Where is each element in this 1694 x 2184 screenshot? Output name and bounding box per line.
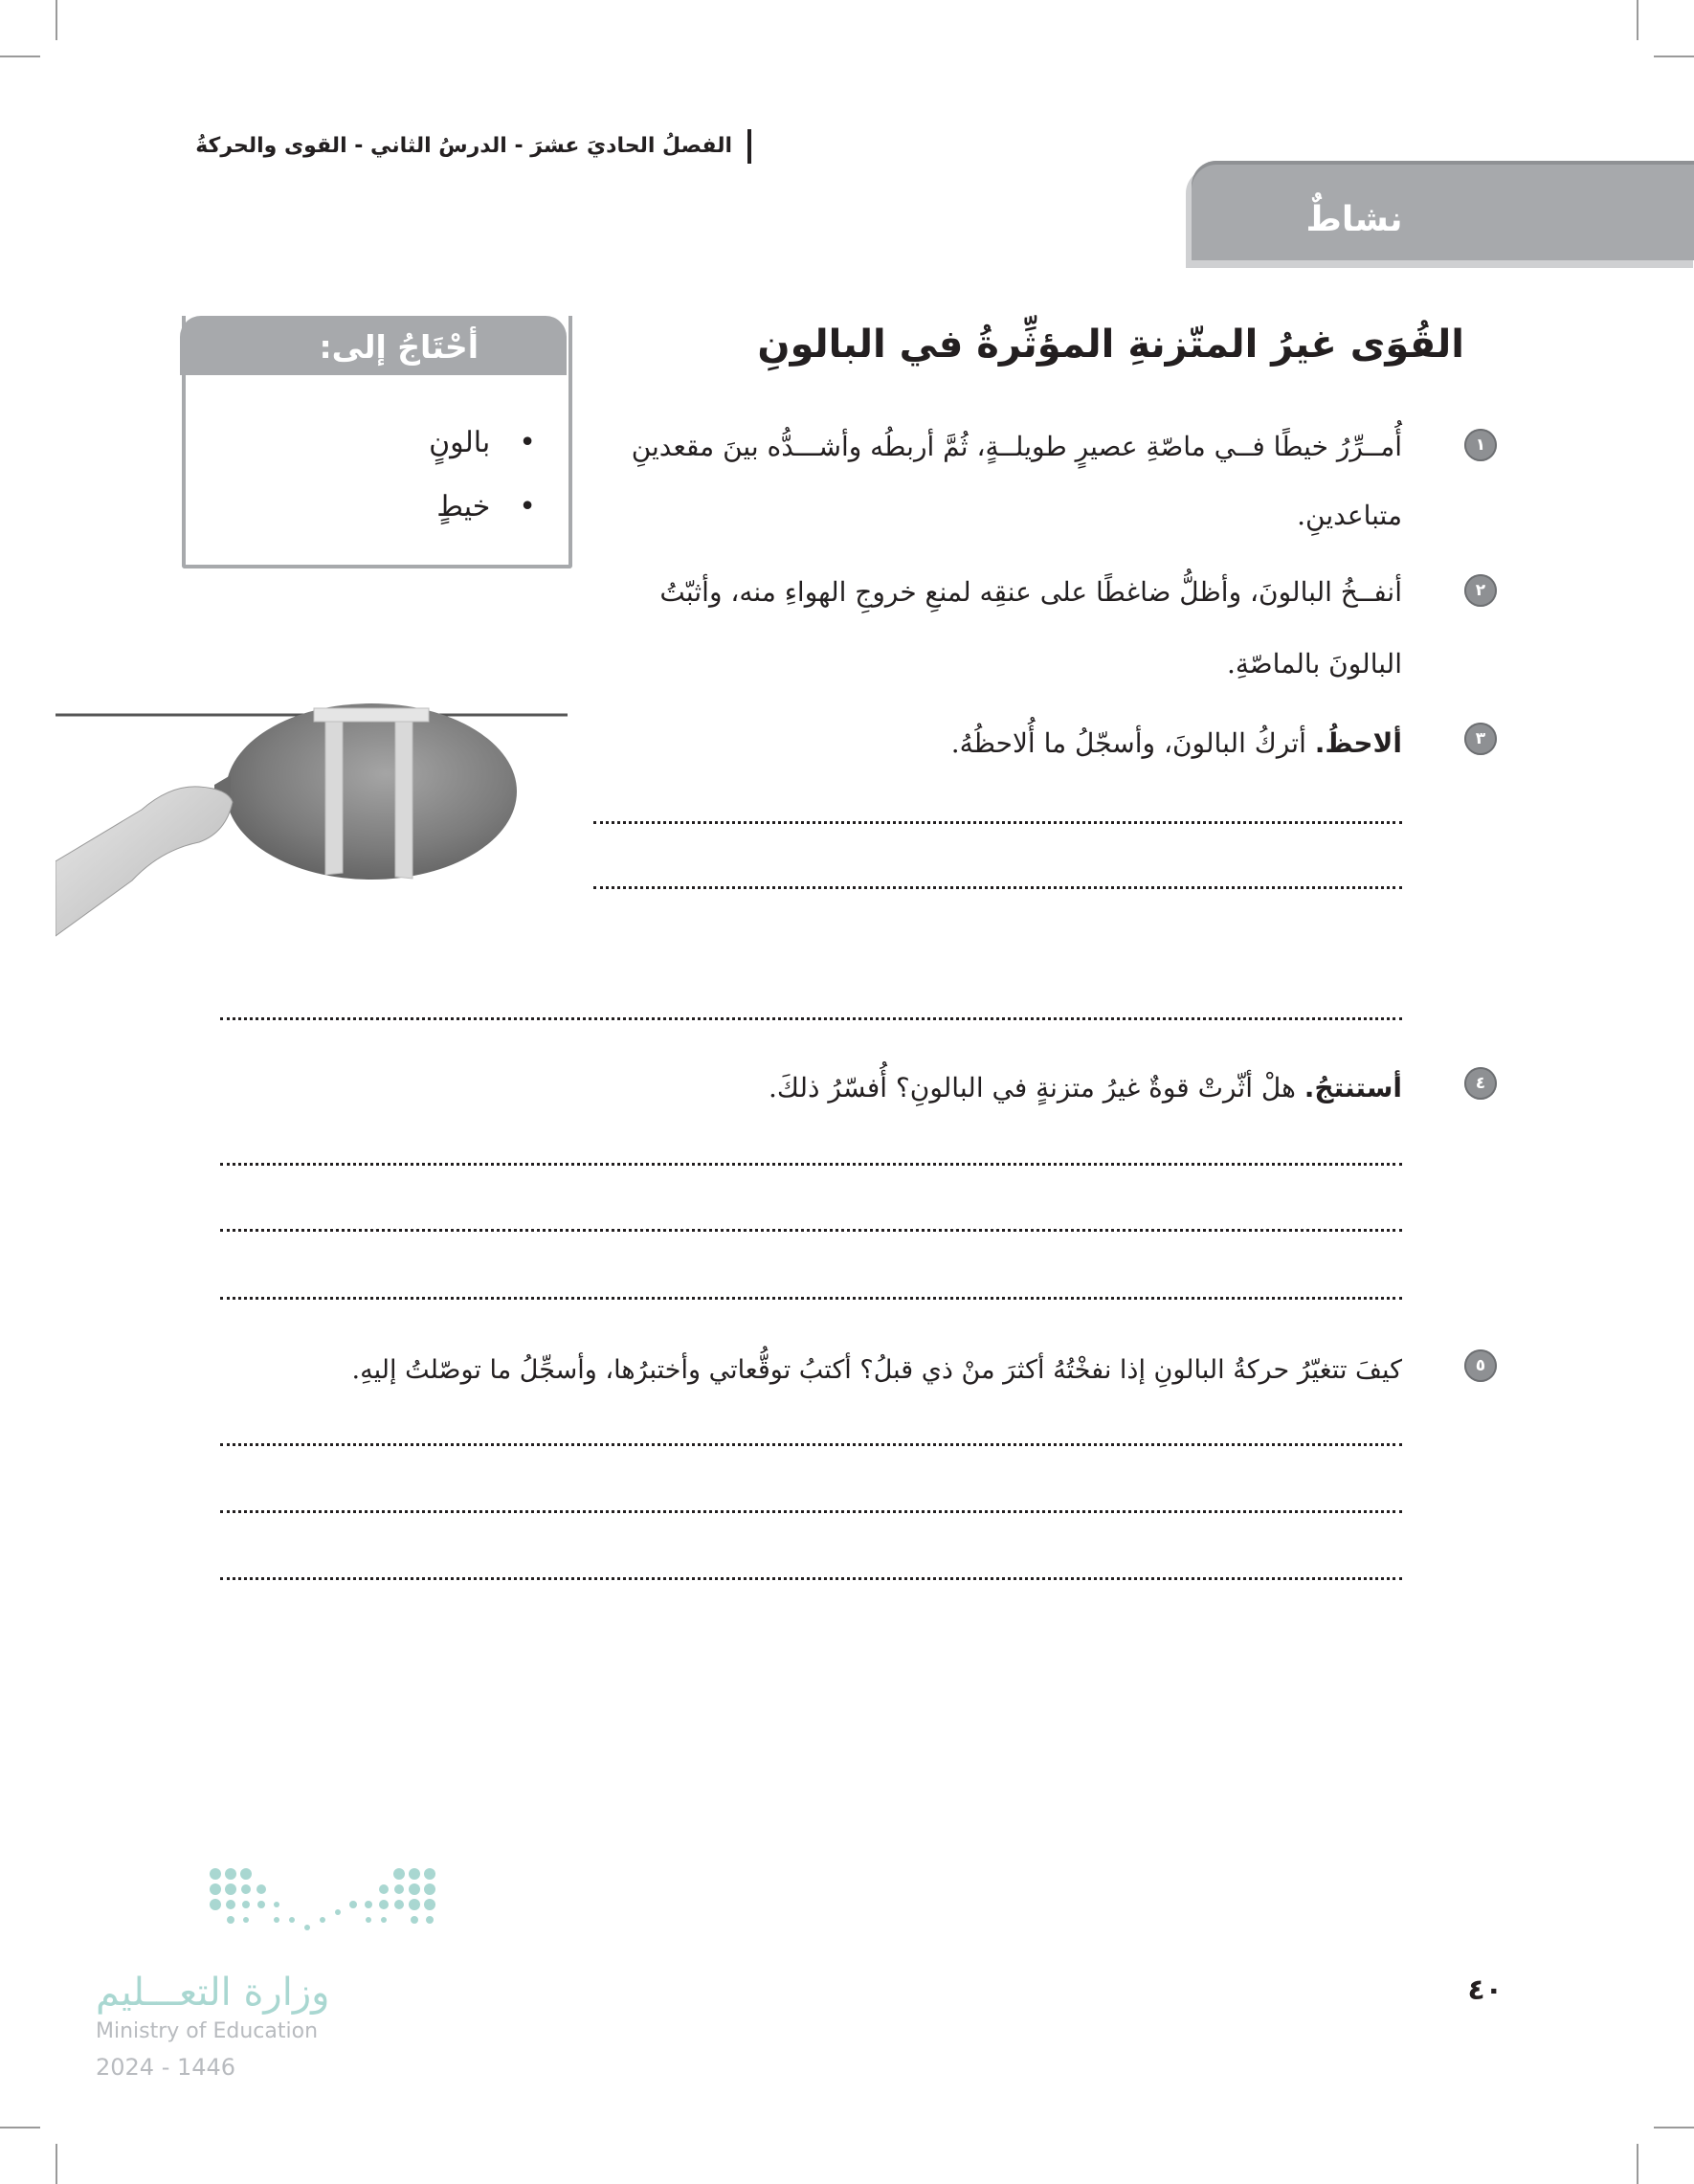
step-number-2: ٢ (1464, 574, 1497, 607)
straw (314, 708, 429, 722)
crop-mark (56, 2144, 57, 2184)
balloon-illustration (56, 689, 572, 947)
answer-line (220, 1577, 1402, 1580)
answer-line (220, 1017, 1402, 1020)
answer-line (593, 886, 1402, 889)
crop-mark (1637, 2144, 1638, 2184)
page-number: ٤٠ (1467, 1973, 1503, 2007)
step-5-text: كيفَ تتغيّرُ حركةُ البالونِ إذا نفخْتُهُ أكثرَ منْ ذي قبلُ؟ أكتبُ توقُّعاتي وأختبرُها، وأسجِّلُ ما توصّلتُ إليهِ. (351, 1355, 1402, 1385)
step-2-line2: البالونَ بالماصّةِ. (1226, 648, 1402, 680)
materials-title: أحْتَاجُ إلى: (319, 328, 479, 366)
crop-mark (1637, 0, 1638, 40)
answer-line (220, 1163, 1402, 1166)
crop-mark (1654, 56, 1694, 57)
step-1-line2: متباعدينِ. (1297, 500, 1402, 531)
tape-strip (325, 708, 343, 875)
answer-line (593, 821, 1402, 824)
bullet-icon: • (519, 490, 536, 524)
step-number-4: ٤ (1464, 1067, 1497, 1100)
bullet-icon: • (519, 426, 536, 459)
tape-strip (395, 708, 412, 879)
materials-item (287, 483, 536, 531)
step-number-5: ٥ (1464, 1349, 1497, 1382)
answer-line (220, 1297, 1402, 1300)
step-4-instruction: هلْ أثّرتْ قوةٌ غيرُ متزنةٍ في البالونِ؟ أُفسّرُ ذلكَ. (769, 1072, 1304, 1103)
ministry-logo-dots (206, 1866, 455, 1943)
chapter-breadcrumb: الفصلُ الحاديَ عشرَ - الدرسُ الثاني - القوى والحركةُ (195, 129, 751, 164)
crop-mark (0, 2127, 40, 2128)
materials-item (287, 419, 536, 467)
crop-mark (0, 56, 40, 57)
ministry-name-english: Ministry of Education (96, 2019, 319, 2043)
activity-tab-label: نشاطٌ (1305, 200, 1403, 239)
materials-item-label: خيطٍ (436, 490, 491, 524)
hand-arm (56, 787, 233, 936)
balloon (226, 703, 517, 880)
answer-line (220, 1510, 1402, 1513)
crop-mark (56, 0, 57, 40)
step-2-line1: أنفــخُ البالونَ، وأظلُّ ضاغطًا على عنقِه لمنعِ خروجِ الهواءِ منه، وأثبّتُ (659, 576, 1402, 608)
step-4-text (584, 1060, 1402, 1116)
edition-year: 2024 - 1446 (96, 2054, 236, 2081)
ministry-name-arabic: وزارة التعـــليم (96, 1971, 330, 2015)
crop-mark (1654, 2127, 1694, 2128)
step-number-3: ٣ (1464, 723, 1497, 755)
step-number-1: ١ (1464, 429, 1497, 461)
answer-line (220, 1229, 1402, 1232)
step-3-keyword: ألاحظُ. (1314, 727, 1402, 759)
materials-item-label: بالونٍ (429, 426, 491, 459)
activity-title: القُوَى غيرُ المتّزنةِ المؤثِّرةُ في البالونِ (757, 323, 1464, 367)
step-1-line1: أُمــرِّرُ خيطًا فــي ماصّةِ عصيرٍ طويلــةٍ، ثُمَّ أربطُه وأشـــدُّه بينَ مقعدينِ (631, 431, 1402, 462)
step-3-text (584, 716, 1402, 771)
step-4-keyword: أستنتجُ. (1304, 1072, 1402, 1103)
answer-line (220, 1443, 1402, 1446)
step-3-instruction: أتركُ البالونَ، وأسجّلُ ما أُلاحظُهُ. (950, 727, 1315, 759)
